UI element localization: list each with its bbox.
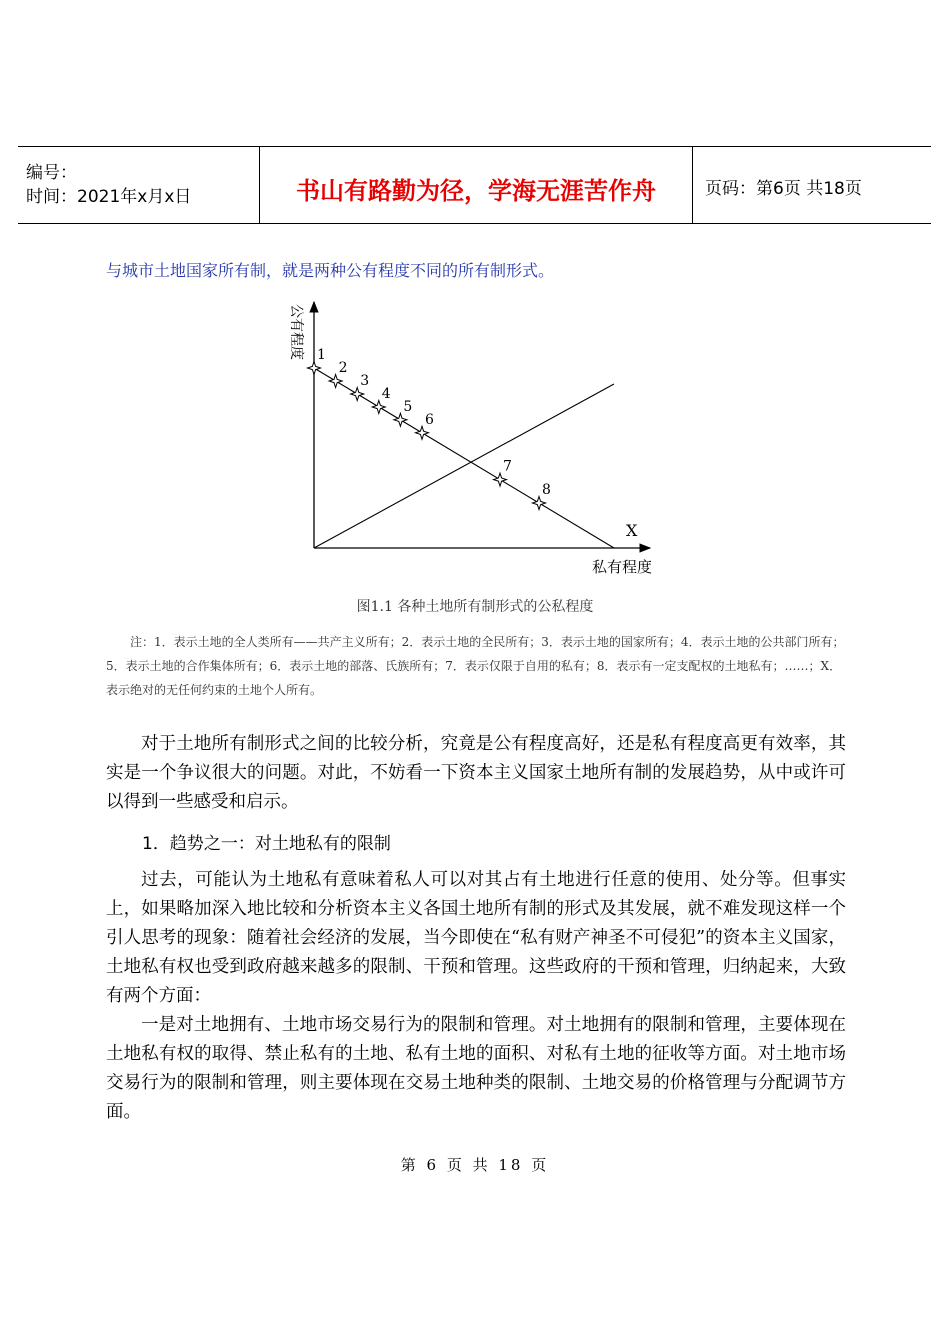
section-heading: 1．趋势之一：对土地私有的限制 [142,834,391,854]
point-marker-1 [308,362,321,375]
point-label-6: 6 [425,411,434,428]
point-marker-5 [394,413,407,426]
header-meta [18,147,260,224]
point-label-2: 2 [338,360,348,376]
point-label-X: X [626,521,638,540]
paragraph-3: 一是对土地拥有、土地市场交易行为的限制和管理。对土地拥有的限制和管理，主要体现在土地私有权的取得、禁止私有的土地、私有土地的面积、对私有土地的征收等方面。对土地市场交易行为的限制和管理，则主要体现在交易土地种类的限制、土地交易的价格管理与分配调节方面。 [106,1015,846,1122]
figure-caption: 图1.1 各种土地所有制形式的公私程度 [356,599,594,615]
point-marker-2 [329,375,342,388]
chart-points [308,347,639,540]
point-label-5: 5 [403,398,413,415]
point-marker-7 [494,473,507,486]
ownership-chart [270,290,670,590]
point-label-3: 3 [360,373,370,389]
header-table [18,146,931,224]
intro-line: 与城市土地国家所有制，就是两种公有程度不同的所有制形式。 [106,261,555,280]
point-label-8: 8 [542,482,551,498]
point-label-4: 4 [381,386,391,402]
number-label: 编号： [26,163,77,183]
point-marker-8 [533,497,546,510]
point-marker-3 [351,388,364,401]
point-marker-4 [372,401,385,414]
point-label-7: 7 [503,458,512,475]
date-label: 时间：2021年x月x日 [26,187,192,207]
figure-note: 注：1．表示土地的全人类所有——共产主义所有；2．表示土地的全民所有；3．表示土地的国家所有；4．表示土地的公共部门所有；5．表示土地的合作集体所有；6．表示土地的部落、氏族所有；7．表示仅限于自用的私有；8．表示有一定支配权的土地私有；……；X．表示绝对的无任何约束的土地个人所有。 [106,635,845,697]
y-axis-label: 公有程度 [288,304,304,360]
x-axis-label: 私有程度 [592,558,653,576]
page-footer: 第 6 页 共 18 页 [400,1156,550,1174]
motto: 书山有路勤为径，学海无涯苦作舟 [260,147,693,224]
point-label-1: 1 [317,347,326,363]
page-label: 页码：第6页 共18页 [693,147,932,224]
paragraph-1: 对于土地所有制形式之间的比较分析，究竟是公有程度高好，还是私有程度高更有效率，其实是一个争议很大的问题。对此，不妨看一下资本主义国家土地所有制的发展趋势，从中或许可以得到一些感受和启示。 [106,734,846,812]
point-marker-6 [416,426,429,439]
series-line-2 [314,384,614,548]
paragraph-2: 过去，可能认为土地私有意味着私人可以对其占有土地进行任意的使用、处分等。但事实上，如果略加深入地比较和分析资本主义各国土地所有制的形式及其发展，就不难发现这样一个引人思考的现象：随着社会经济的发展，当今即使在“私有财产神圣不可侵犯”的资本主义国家，土地私有权也受到政府越来越多的限制、干预和管理。这些政府的干预和管理，归纳起来，大致有两个方面： [106,870,846,1006]
